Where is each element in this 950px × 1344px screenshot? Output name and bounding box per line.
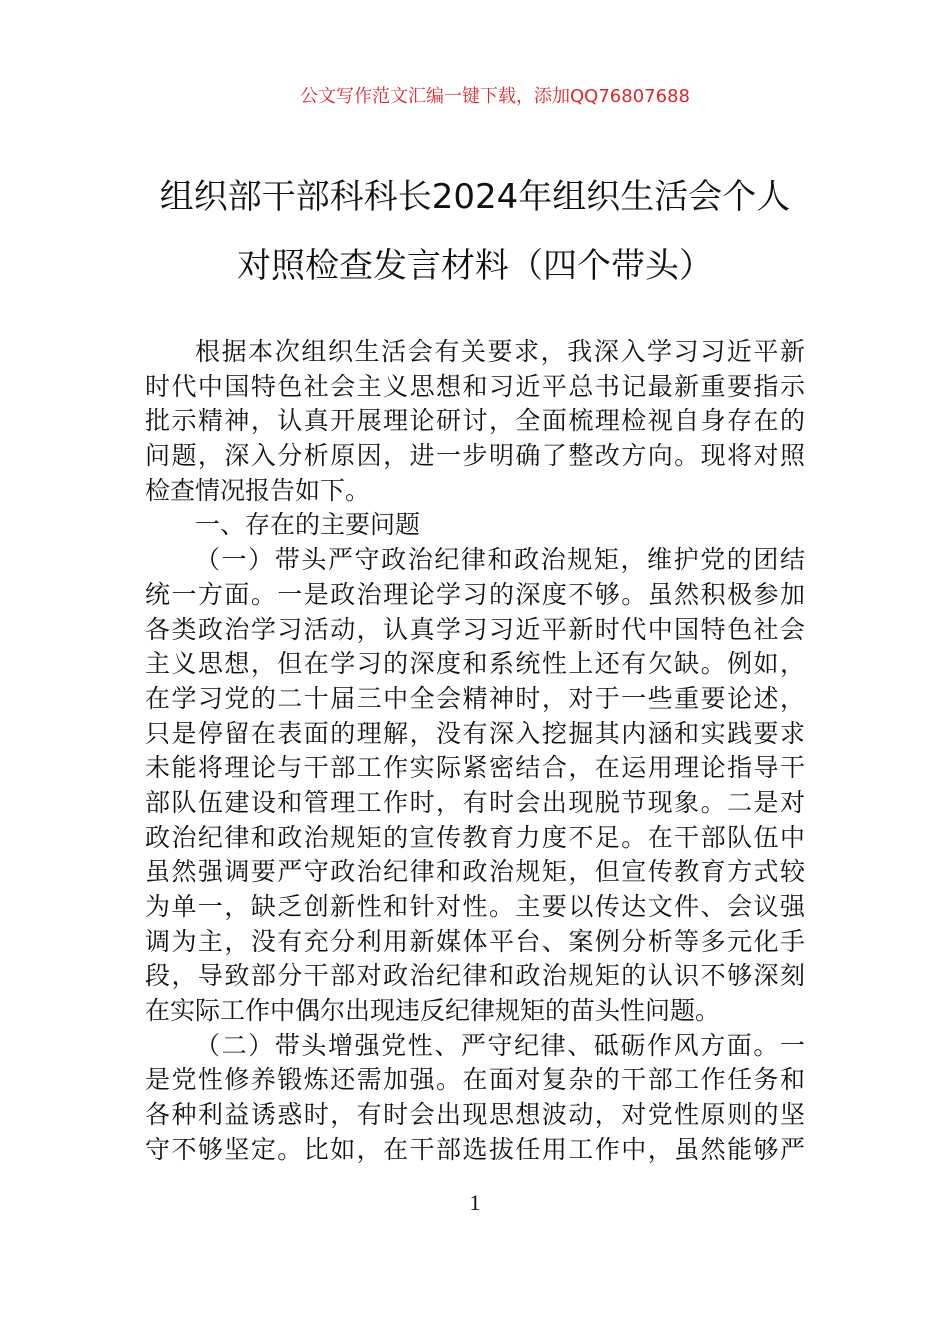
body-text-line: 各种利益诱惑时，有时会出现思想波动，对党性原则的坚 [145,1100,805,1130]
body-text-line: 政治纪律和政治规矩的宣传教育力度不足。在干部队伍中 [145,822,805,852]
body-text-line: （二）带头增强党性、严守纪律、砥砺作风方面。一 [195,1030,805,1060]
body-text-line: 为单一，缺乏创新性和针对性。主要以传达文件、会议强 [145,892,805,921]
watermark-header: 公文写作范文汇编一键下载，添加QQ76807688 [300,86,690,107]
body-text-line: 未能将理论与干部工作实际紧密结合，在运用理论指导干 [145,753,805,783]
body-text-line: 根据本次组织生活会有关要求，我深入学习习近平新 [195,337,805,366]
document-title-line-2: 对照检查发言材料（四个带头） [237,246,713,286]
body-text-line: 问题，深入分析原因，进一步明确了整改方向。现将对照 [145,441,805,471]
body-text-line: 批示精神，认真开展理论研讨，全面梳理检视自身存在的 [145,406,805,436]
body-text-line: 段，导致部分干部对政治纪律和政治规矩的认识不够深刻 [145,961,805,991]
body-text-line: 一、存在的主要问题 [195,510,421,540]
body-text-line: 主义思想，但在学习的深度和系统性上还有欠缺。例如， [145,649,805,679]
body-text-line: 只是停留在表面的理解，没有深入挖掘其内涵和实践要求 [145,718,805,748]
document-title-line-1: 组织部干部科科长2024年组织生活会个人 [159,177,791,217]
body-text-line: 各类政治学习活动，认真学习习近平新时代中国特色社会 [145,614,805,644]
body-text-line: 部队伍建设和管理工作时，有时会出现脱节现象。二是对 [145,787,805,817]
body-text-line: 守不够坚定。比如，在干部选拔任用工作中，虽然能够严 [145,1134,805,1164]
body-text-line: 调为主，没有充分利用新媒体平台、案例分析等多元化手 [145,926,805,956]
document-body [145,335,805,1168]
body-text-line: 时代中国特色社会主义思想和习近平总书记最新重要指示 [145,371,805,401]
body-text-line: 在学习党的二十届三中全会精神时，对于一些重要论述， [145,683,805,713]
body-text-line: 是党性修养锻炼还需加强。在面对复杂的干部工作任务和 [145,1065,805,1095]
body-text-line: 统一方面。一是政治理论学习的深度不够。虽然积极参加 [145,579,805,609]
body-text-line: 在实际工作中偶尔出现违反纪律规矩的苗头性问题。 [145,996,721,1026]
body-text-line: （一）带头严守政治纪律和政治规矩，维护党的团结 [195,545,805,575]
page-number: 1 [469,1190,481,1215]
body-text-line: 虽然强调要严守政治纪律和政治规矩，但宣传教育方式较 [145,857,805,887]
body-text-line: 检查情况报告如下。 [145,475,371,505]
